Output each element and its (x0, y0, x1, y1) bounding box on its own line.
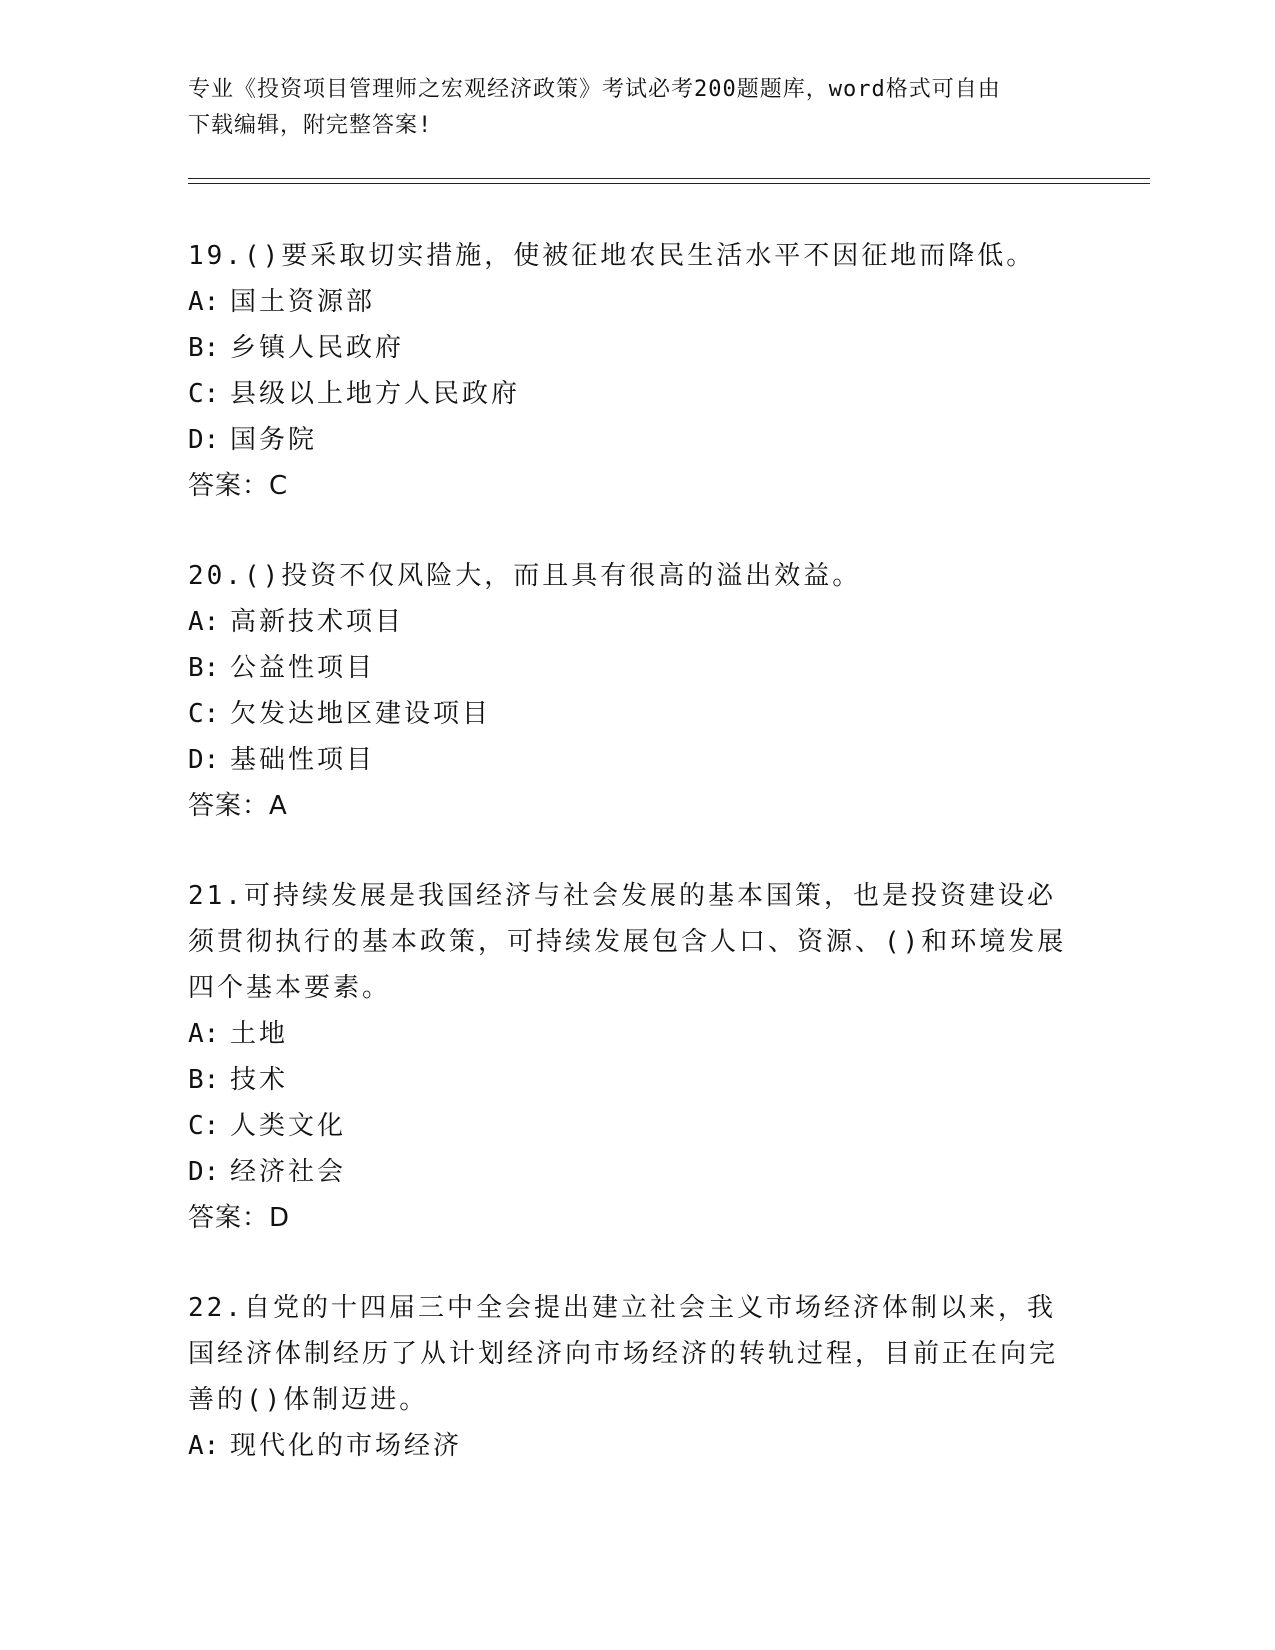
question-stem: 22.自党的十四届三中全会提出建立社会主义市场经济体制以来，我国经济体制经历了从计划经济向市场经济的转轨过程，目前正在向完善的()体制迈进。 (188, 1293, 1059, 1415)
option-text: 乡镇人民政府 (230, 333, 405, 363)
question-stem: 20.()投资不仅风险大，而且具有很高的溢出效益。 (188, 561, 862, 591)
option-a (188, 279, 1068, 325)
option-text: 经济社会 (230, 1157, 347, 1187)
option-letter: B: (188, 653, 220, 683)
question-21 (188, 873, 1068, 1241)
question-20 (188, 553, 1068, 829)
option-c (188, 371, 1068, 417)
option-text: 技术 (230, 1065, 289, 1095)
option-text: 公益性项目 (230, 653, 376, 683)
header-line-2: 下载编辑，附完整答案! (188, 113, 433, 138)
option-b (188, 325, 1068, 371)
question-19 (188, 233, 1068, 509)
option-d (188, 737, 1068, 783)
option-b (188, 645, 1068, 691)
option-text: 现代化的市场经济 (230, 1431, 463, 1461)
option-text: 欠发达地区建设项目 (230, 699, 492, 729)
question-stem: 21.可持续发展是我国经济与社会发展的基本国策，也是投资建设必须贯彻执行的基本政策，可持续发展包含人口、资源、()和环境发展四个基本要素。 (188, 881, 1067, 1003)
option-letter: A: (188, 607, 220, 637)
option-text: 高新技术项目 (230, 607, 405, 637)
option-c (188, 691, 1068, 737)
option-text: 国务院 (230, 425, 318, 455)
option-letter: A: (188, 1431, 220, 1461)
option-letter: A: (188, 287, 220, 317)
answer-line: 答案：C (188, 471, 289, 501)
option-c (188, 1103, 1068, 1149)
option-a (188, 1011, 1068, 1057)
option-letter: D: (188, 1157, 220, 1187)
option-letter: B: (188, 1065, 220, 1095)
option-text: 土地 (230, 1019, 289, 1049)
header-divider-bottom (188, 183, 1150, 184)
option-d (188, 1149, 1068, 1195)
document-header (188, 72, 1068, 144)
option-letter: C: (188, 1111, 220, 1141)
option-letter: A: (188, 1019, 220, 1049)
option-text: 国土资源部 (230, 287, 376, 317)
header-line-1: 专业《投资项目管理师之宏观经济政策》考试必考200题题库，word格式可自由 (188, 77, 1001, 102)
option-d (188, 417, 1068, 463)
option-letter: C: (188, 379, 220, 409)
option-letter: D: (188, 745, 220, 775)
option-text: 基础性项目 (230, 745, 376, 775)
question-22 (188, 1285, 1068, 1469)
answer-line: 答案：A (188, 791, 288, 821)
option-a (188, 599, 1068, 645)
option-text: 县级以上地方人民政府 (230, 379, 521, 409)
option-text: 人类文化 (230, 1111, 347, 1141)
answer-line: 答案：D (188, 1203, 291, 1233)
header-divider-top (188, 178, 1150, 179)
option-b (188, 1057, 1068, 1103)
option-letter: B: (188, 333, 220, 363)
option-letter: C: (188, 699, 220, 729)
option-letter: D: (188, 425, 220, 455)
option-a (188, 1423, 1068, 1469)
question-stem: 19.()要采取切实措施，使被征地农民生活水平不因征地而降低。 (188, 241, 1036, 271)
